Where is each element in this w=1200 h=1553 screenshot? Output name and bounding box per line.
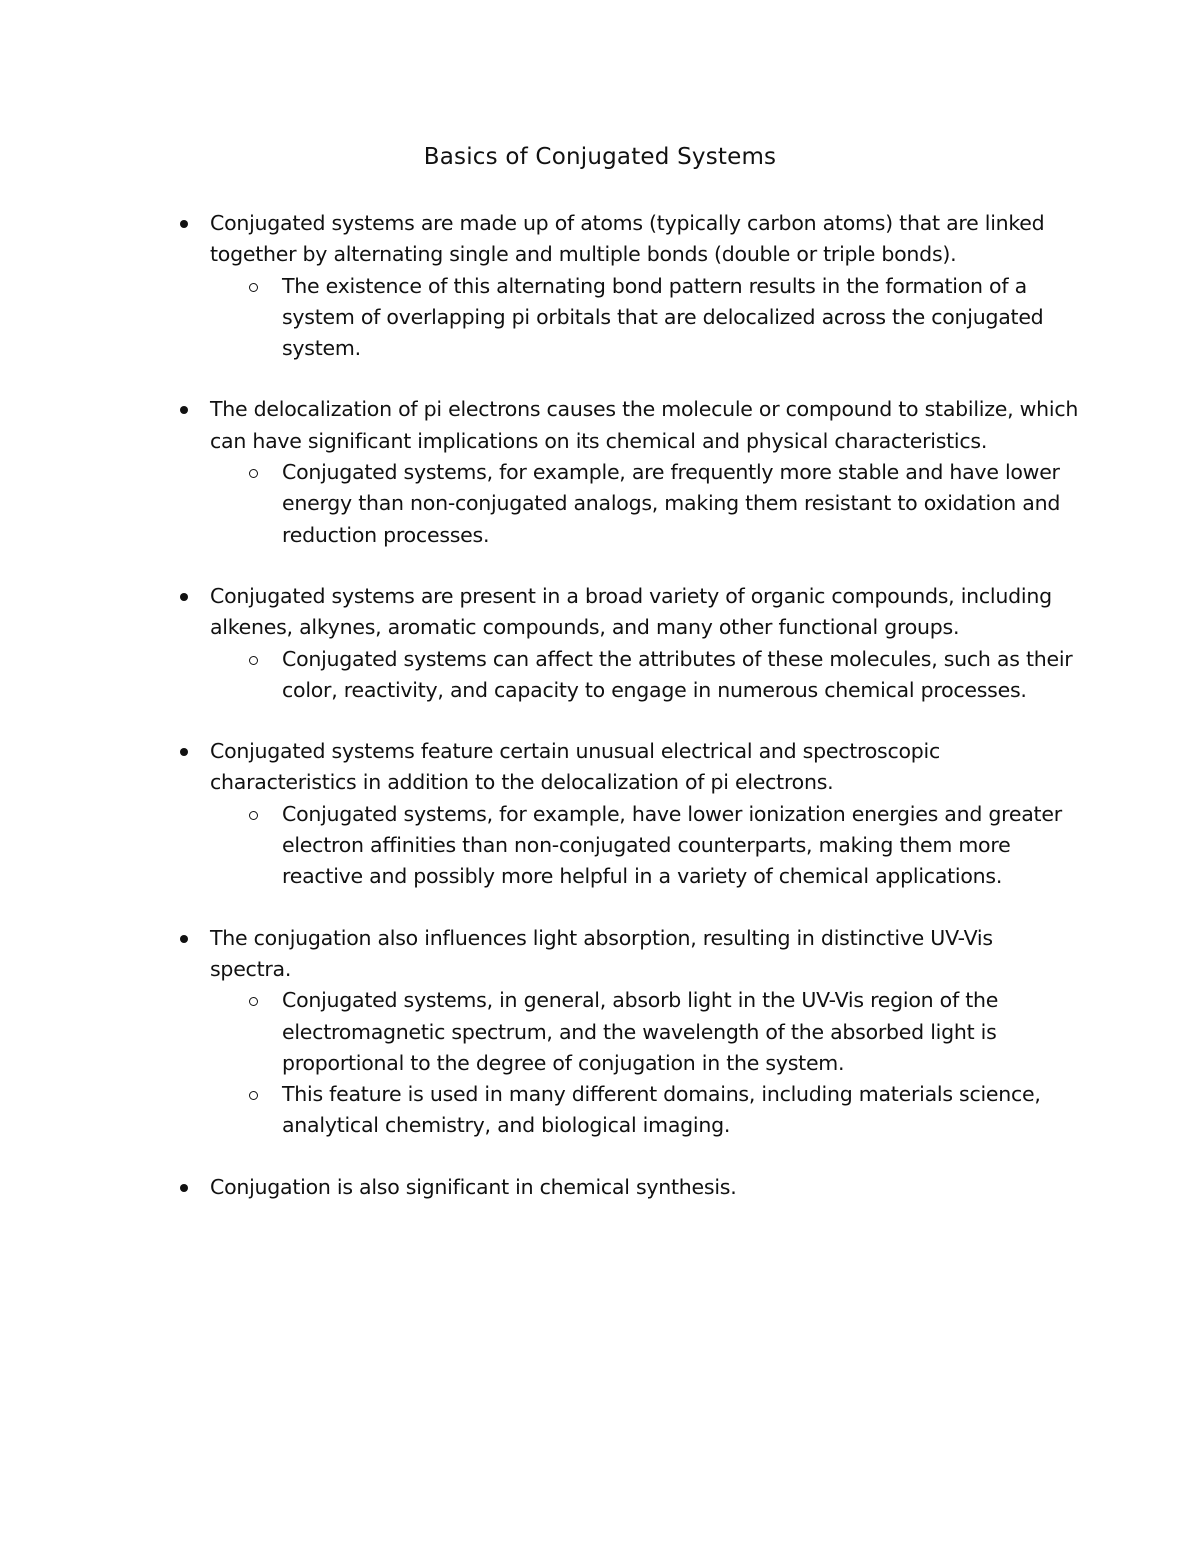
bullet-list xyxy=(210,208,1080,1233)
list-item-text: Conjugated systems are present in a broad variety of organic compounds, including alkenes, alkynes, aromatic compounds, and many other functional groups. xyxy=(210,583,1052,640)
filled-bullet-icon xyxy=(180,406,188,414)
filled-bullet-icon xyxy=(180,1184,188,1192)
list-item-text: Conjugation is also significant in chemical synthesis. xyxy=(210,1174,737,1199)
sub-list-item-text: The existence of this alternating bond pattern results in the formation of a system of overlapping pi orbitals that are delocalized across the conjugated system. xyxy=(282,273,1044,361)
list-item-text: Conjugated systems feature certain unusual electrical and spectroscopic characteristics in addition to the delocalization of pi electrons. xyxy=(210,739,941,795)
hollow-bullet-icon xyxy=(249,811,258,820)
sub-list-item xyxy=(282,457,1080,551)
sub-list-item xyxy=(282,799,1080,893)
sub-list-item xyxy=(282,644,1080,707)
hollow-bullet-icon xyxy=(249,656,258,665)
sub-list-item-text: Conjugated systems can affect the attributes of these molecules, such as their color, reactivity, and capacity to engage in numerous chemical processes. xyxy=(282,646,1073,702)
sub-list xyxy=(210,644,1080,707)
filled-bullet-icon xyxy=(180,593,188,601)
sub-list-item-text: This feature is used in many different domains, including materials science, analytical chemistry, and biological imaging. xyxy=(282,1082,1041,1138)
sub-list-item xyxy=(282,271,1080,365)
list-item xyxy=(210,581,1080,706)
document-title: Basics of Conjugated Systems xyxy=(423,144,777,170)
filled-bullet-icon xyxy=(180,748,188,756)
list-item xyxy=(210,736,1080,892)
sub-list xyxy=(210,457,1080,551)
sub-list xyxy=(210,799,1080,893)
list-item xyxy=(210,1172,1080,1203)
sub-list xyxy=(210,985,1080,1141)
list-item xyxy=(210,394,1080,550)
list-item-text: Conjugated systems are made up of atoms (typically carbon atoms) that are linked together by alternating single and multiple bonds (double or triple bonds). xyxy=(210,211,1045,267)
sub-list-item-text: Conjugated systems, in general, absorb light in the UV-Vis region of the electromagnetic spectrum, and the wavelength of the absorbed light is proportional to the degree of conjugation in the system. xyxy=(282,988,999,1075)
sub-list-item-text: Conjugated systems, for example, have lower ionization energies and greater electron affinities than non-conjugated counterparts, making them more reactive and possibly more helpful in a variety of chemical applications. xyxy=(282,801,1062,889)
hollow-bullet-icon xyxy=(249,1091,258,1100)
list-item xyxy=(210,923,1080,1142)
hollow-bullet-icon xyxy=(249,997,258,1006)
list-item xyxy=(210,208,1080,364)
hollow-bullet-icon xyxy=(249,283,258,292)
filled-bullet-icon xyxy=(180,220,188,228)
sub-list-item-text: Conjugated systems, for example, are frequently more stable and have lower energy than non-conjugated analogs, making them resistant to oxidation and reduction processes. xyxy=(282,460,1061,547)
sub-list-item xyxy=(282,985,1080,1079)
list-item-text: The delocalization of pi electrons causes the molecule or compound to stabilize, which can have significant implications on its chemical and physical characteristics. xyxy=(210,397,1079,453)
list-item-text: The conjugation also influences light absorption, resulting in distinctive UV-Vis spectra. xyxy=(210,925,993,981)
sub-list-item xyxy=(282,1079,1080,1142)
filled-bullet-icon xyxy=(180,935,188,943)
sub-list xyxy=(210,271,1080,365)
hollow-bullet-icon xyxy=(249,469,258,478)
